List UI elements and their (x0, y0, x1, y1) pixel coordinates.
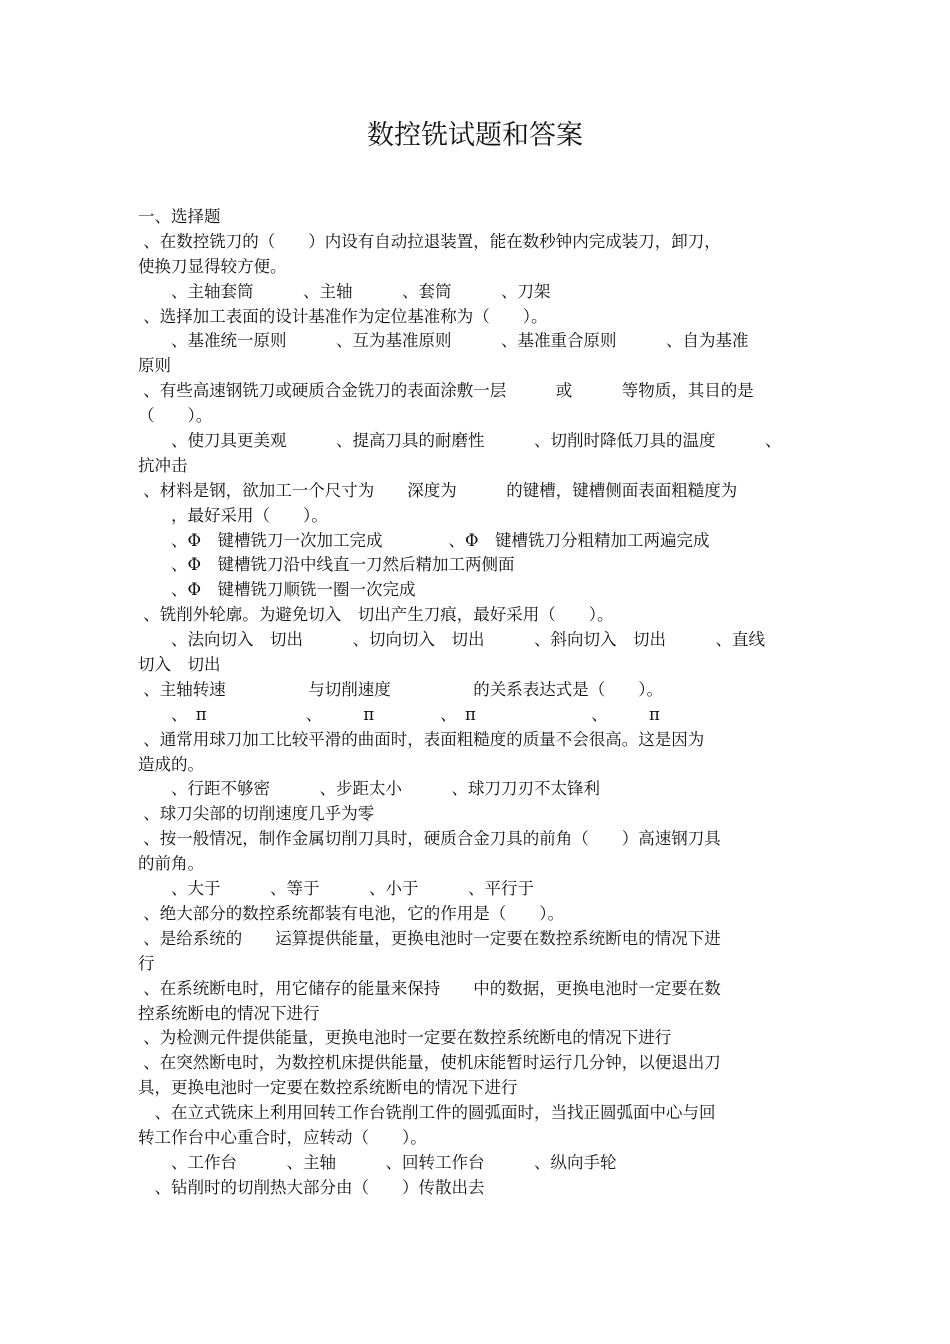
page-title: 数控铣试题和答案 (367, 120, 583, 151)
text-line: 、主轴转速 与切削速度 的关系表达式是（ ）。 (138, 679, 663, 699)
text-line: 、大于 、等于 、小于 、平行于 (138, 879, 534, 899)
text-line: 、工作台 、主轴 、回转工作台 、纵向手轮 (138, 1152, 617, 1172)
document-body (138, 205, 818, 1201)
text-line: 原则 (138, 356, 171, 376)
text-line: 、 π 、 π 、 π 、 π (138, 704, 660, 724)
text-line: 、Φ 键槽铣刀顺铣一圈一次完成 (138, 580, 416, 600)
text-line: 切入 切出 (138, 655, 221, 675)
text-line: 抗冲击 (138, 455, 188, 475)
text-line: 、通常用球刀加工比较平滑的曲面时，表面粗糙度的质量不会很高。这是因为 (138, 729, 705, 749)
text-line: 一、选择题 (138, 207, 221, 226)
text-line: 、钻削时的切削热大部分由（ ）传散出去 (138, 1177, 485, 1197)
text-line: 、绝大部分的数控系统都装有电池，它的作用是（ ）。 (138, 903, 564, 923)
text-line: 行 (138, 953, 155, 973)
text-line: 、法向切入 切出 、切向切入 切出 、斜向切入 切出 、直线 (138, 630, 765, 650)
text-line: 、Φ 键槽铣刀一次加工完成 、Φ 键槽铣刀分粗精加工两遍完成 (138, 530, 710, 550)
text-line: 具，更换电池时一定要在数控系统断电的情况下进行 (138, 1078, 518, 1098)
text-line: 、在系统断电时，用它储存的能量来保持 中的数据，更换电池时一定要在数 (138, 978, 721, 998)
text-line: 、Φ 键槽铣刀沿中线直一刀然后精加工两侧面 (138, 555, 515, 575)
text-line: 、材料是钢，欲加工一个尺寸为 深度为 的键槽，键槽侧面表面粗糙度为 (138, 480, 738, 500)
text-line: 、在数控铣刀的（ ）内设有自动拉退装置，能在数秒钟内完成装刀，卸刀， (138, 231, 721, 251)
text-line: 、铣削外轮廓。为避免切入 切出产生刀痕，最好采用（ ）。 (138, 605, 614, 625)
text-line: 、基准统一原则 、互为基准原则 、基准重合原则 、自为基准 (138, 331, 749, 351)
text-line: 、在突然断电时，为数控机床提供能量，使机床能暂时运行几分钟，以便退出刀 (138, 1053, 721, 1073)
text-line: 造成的。 (138, 754, 204, 774)
text-line: 、按一般情况，制作金属切削刀具时，硬质合金刀具的前角（ ）高速钢刀具 (138, 829, 721, 849)
text-line: （ ）。 (138, 406, 213, 426)
text-line: 、球刀尖部的切削速度几乎为零 (138, 804, 375, 824)
text-line: 转工作台中心重合时，应转动（ ）。 (138, 1127, 427, 1147)
text-line: 、是给系统的 运算提供能量，更换电池时一定要在数控系统断电的情况下进 (138, 928, 721, 948)
text-line: 控系统断电的情况下进行 (138, 1003, 320, 1023)
text-line: 、选择加工表面的设计基准作为定位基准称为（ ）。 (138, 306, 548, 326)
text-line: ，最好采用（ ）。 (138, 505, 328, 525)
text-line: 、主轴套筒 、主轴 、套筒 、刀架 (138, 281, 551, 301)
text-line: 、在立式铣床上利用回转工作台铣削工件的圆弧面时，当找正圆弧面中心与回 (138, 1103, 716, 1123)
text-line: 的前角。 (138, 854, 204, 874)
text-line: 使换刀显得较方便。 (138, 256, 287, 276)
text-line: 、使刀具更美观 、提高刀具的耐磨性 、切削时降低刀具的温度 、 (138, 431, 782, 451)
text-line: 、行距不够密 、步距太小 、球刀刀刃不太锋利 (138, 779, 600, 799)
text-line: 、为检测元件提供能量，更换电池时一定要在数控系统断电的情况下进行 (138, 1028, 672, 1048)
text-line: 、有些高速钢铣刀或硬质合金铣刀的表面涂敷一层 或 等物质，其目的是 (138, 381, 754, 401)
